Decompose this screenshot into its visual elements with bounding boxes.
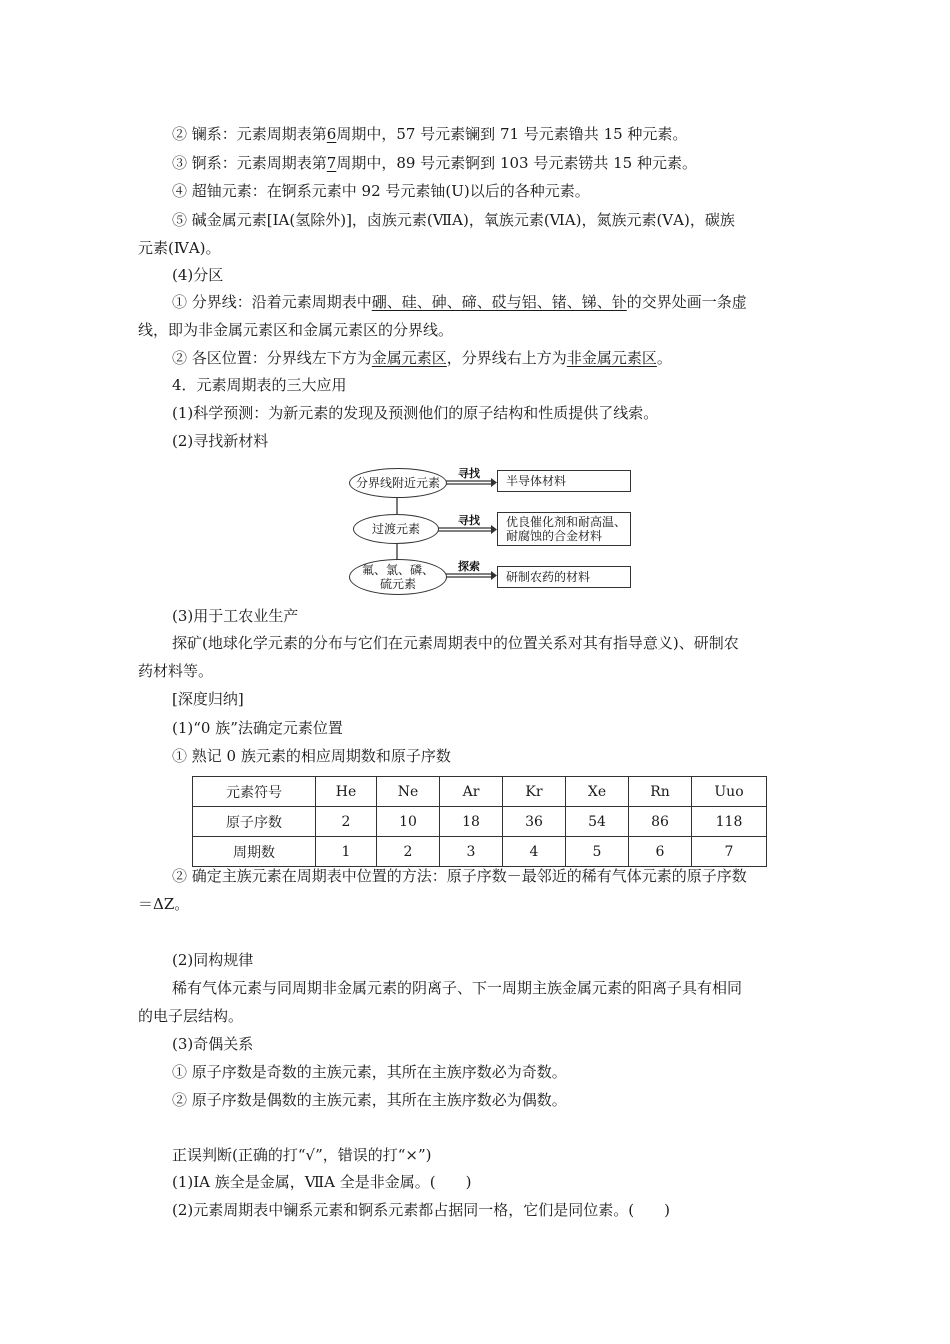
text: ② 镧系：元素周期表第 bbox=[172, 125, 327, 143]
section-heading-4: 4．元素周期表的三大应用 bbox=[172, 376, 347, 394]
table-cell: 118 bbox=[692, 807, 767, 837]
table-cell: 2 bbox=[377, 837, 440, 867]
row-header-cell: 周期数 bbox=[193, 837, 316, 867]
parity-odd: ① 原子序数是奇数的主族元素，其所在主族序数必为奇数。 bbox=[172, 1063, 567, 1081]
table-row bbox=[193, 777, 767, 807]
position-method-line-2: ＝ΔZ。 bbox=[138, 895, 190, 913]
box-alloy-materials bbox=[497, 512, 631, 546]
actinide-line bbox=[172, 153, 697, 173]
box-semiconductor: 半导体材料 bbox=[497, 470, 631, 492]
text: ② 各区位置：分界线左下方为 bbox=[172, 349, 372, 367]
table-row bbox=[193, 807, 767, 837]
section-heading-fenqu: (4)分区 bbox=[172, 266, 224, 284]
deep-summary-heading: [深度归纳] bbox=[172, 690, 244, 708]
table-cell: 7 bbox=[692, 837, 767, 867]
new-materials-diagram bbox=[345, 462, 645, 592]
text: 周期中，89 号元素锕到 103 号元素铹共 15 种元素。 bbox=[336, 154, 697, 172]
underlined-answer: 金属元素区 bbox=[371, 349, 447, 367]
text: 周期中，57 号元素镧到 71 号元素镥共 15 种元素。 bbox=[336, 125, 688, 143]
table-cell: 3 bbox=[440, 837, 503, 867]
underlined-answer: 7 bbox=[326, 154, 337, 172]
table-cell: 36 bbox=[503, 807, 566, 837]
table-cell: 6 bbox=[629, 837, 692, 867]
application-2: (2)寻找新材料 bbox=[172, 432, 269, 450]
table-cell: He bbox=[316, 777, 377, 807]
table-cell: 1 bbox=[316, 837, 377, 867]
table-cell: 54 bbox=[566, 807, 629, 837]
position-method-line-1: ② 确定主族元素在周期表中位置的方法：原子序数－最邻近的稀有气体元素的原子序数 bbox=[172, 867, 747, 885]
table-cell: 86 bbox=[629, 807, 692, 837]
table-cell: Rn bbox=[629, 777, 692, 807]
text: ③ 锕系：元素周期表第 bbox=[172, 154, 327, 172]
transuranium-line: ④ 超铀元素：在锕系元素中 92 号元素铀(U)以后的各种元素。 bbox=[172, 182, 590, 200]
box-label: 耐腐蚀的合金材料 bbox=[506, 529, 603, 543]
question-1: (1)ⅠA 族全是金属，ⅦA 全是非金属。( ) bbox=[172, 1173, 472, 1191]
arrow-label-2: 寻找 bbox=[458, 514, 480, 527]
row-header-cell: 原子序数 bbox=[193, 807, 316, 837]
mining-line-2: 药材料等。 bbox=[138, 662, 214, 680]
noble-gas-table bbox=[192, 776, 767, 867]
groups-line-2: 元素(ⅣA)。 bbox=[138, 239, 221, 257]
parity-heading: (3)奇偶关系 bbox=[172, 1035, 254, 1053]
table-cell: Xe bbox=[566, 777, 629, 807]
box-pesticide: 研制农药的材料 bbox=[497, 566, 631, 588]
mining-line-1: 探矿(地球化学元素的分布与它们在元素周期表中的位置关系对其有指导意义)、研制农 bbox=[172, 634, 739, 652]
application-3: (3)用于工农业生产 bbox=[172, 607, 299, 625]
table-cell: Uuo bbox=[692, 777, 767, 807]
isostructure-line-1: 稀有气体元素与同周期非金属元素的阴离子、下一周期主族金属元素的阳离子具有相同 bbox=[172, 979, 743, 997]
table-row bbox=[193, 837, 767, 867]
true-false-heading: 正误判断(正确的打“√”，错误的打“×”) bbox=[172, 1146, 432, 1164]
table-cell: Ne bbox=[377, 777, 440, 807]
question-2: (2)元素周期表中镧系元素和锕系元素都占据同一格，它们是同位素。( ) bbox=[172, 1201, 670, 1219]
node-label: 硫元素 bbox=[379, 577, 416, 591]
table-cell: Ar bbox=[440, 777, 503, 807]
table-cell: 2 bbox=[316, 807, 377, 837]
underlined-answer: 非金属元素区 bbox=[566, 349, 657, 367]
groups-line-1: ⑤ 碱金属元素[ⅠA(氢除外)]，卤族元素(ⅦA)，氧族元素(ⅥA)，氮族元素(ⅤA)，碳族 bbox=[172, 211, 735, 229]
isostructure-line-2: 的电子层结构。 bbox=[138, 1007, 244, 1025]
underlined-answer: 硼、硅、砷、碲、砹与铝、锗、锑、钋 bbox=[371, 293, 627, 311]
table-cell: Kr bbox=[503, 777, 566, 807]
table-cell: 18 bbox=[440, 807, 503, 837]
regions-line bbox=[172, 348, 672, 368]
node-transition-elements: 过渡元素 bbox=[353, 514, 439, 544]
isostructure-heading: (2)同构规律 bbox=[172, 951, 254, 969]
text: ，分界线右上方为 bbox=[446, 349, 567, 367]
table-cell: 10 bbox=[377, 807, 440, 837]
underlined-answer: 6 bbox=[326, 125, 337, 143]
text: 的交界处画一条虚 bbox=[626, 293, 747, 311]
row-header-cell: 元素符号 bbox=[193, 777, 316, 807]
text: ① 分界线：沿着元素周期表中 bbox=[172, 293, 372, 311]
table-cell: 5 bbox=[566, 837, 629, 867]
box-label: 优良催化剂和耐高温、 bbox=[506, 515, 627, 529]
lanthanide-line bbox=[172, 124, 687, 144]
arrow-label-1: 寻找 bbox=[458, 467, 480, 480]
text: 。 bbox=[656, 349, 672, 367]
zero-group-method: (1)“0 族”法确定元素位置 bbox=[172, 719, 343, 737]
zero-group-memorize: ① 熟记 0 族元素的相应周期数和原子序数 bbox=[172, 747, 451, 765]
boundary-line-1 bbox=[172, 292, 747, 312]
table-cell: 4 bbox=[503, 837, 566, 867]
node-label: 氟、氯、磷、 bbox=[361, 563, 434, 577]
node-f-cl-p-s bbox=[349, 559, 447, 595]
application-1: (1)科学预测：为新元素的发现及预测他们的原子结构和性质提供了线索。 bbox=[172, 404, 659, 422]
parity-even: ② 原子序数是偶数的主族元素，其所在主族序数必为偶数。 bbox=[172, 1091, 567, 1109]
node-boundary-elements: 分界线附近元素 bbox=[349, 468, 447, 498]
arrow-label-3: 探索 bbox=[458, 560, 480, 573]
boundary-line-2: 线，即为非金属元素区和金属元素区的分界线。 bbox=[138, 321, 454, 339]
